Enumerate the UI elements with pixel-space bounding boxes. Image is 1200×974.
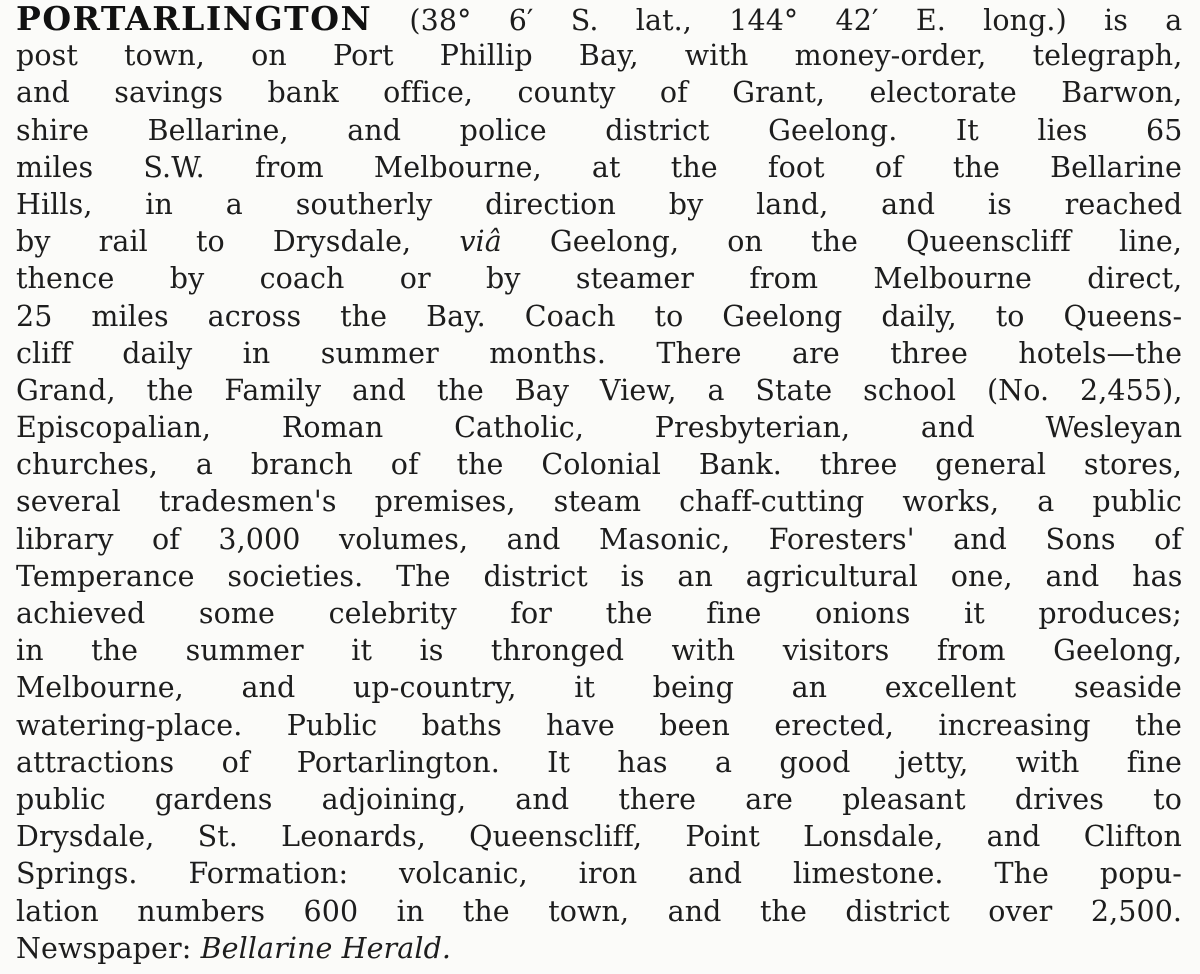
entry-line: in the summer it is thronged with visitors from Geelong,: [16, 634, 1183, 668]
entry-line: achieved some celebrity for the fine onions it produces;: [16, 597, 1182, 630]
entry-line: Temperance societies. The district is an agricultural one, and has: [16, 559, 1183, 593]
line-text: by rail to Drysdale,: [16, 225, 412, 259]
entry-line: Grand, the Family and the Bay View, a State school (No. 2,455),: [16, 373, 1183, 407]
entry-line: Melbourne, and up-country, it being an excellent seaside: [16, 671, 1182, 705]
entry-line: Hills, in a southerly direction by land, and is reached: [16, 187, 1183, 221]
newspaper-line: [16, 930, 1182, 967]
entry-line: several tradesmen's premises, steam chaff-cutting works, a public: [16, 485, 1182, 519]
entry-line: post town, on Port Phillip Bay, with money-order, telegraph,: [16, 39, 1183, 73]
entry-line: miles S.W. from Melbourne, at the foot of the Bellarine: [16, 150, 1182, 184]
coordinates-text: (38° 6′ S. lat., 144° 42′ E. long.) is a: [409, 4, 1183, 37]
newspaper-label: Newspaper:: [16, 931, 192, 965]
entry-line: thence by coach or by steamer from Melbourne direct,: [16, 262, 1183, 296]
entry-line: library of 3,000 volumes, and Masonic, Foresters' and Sons of: [16, 522, 1182, 556]
entry-line: [16, 0, 1182, 37]
entry-line: [16, 223, 1182, 260]
entry-line: Drysdale, St. Leonards, Queenscliff, Point Lonsdale, and Clifton: [16, 820, 1182, 854]
entry-line: churches, a branch of the Colonial Bank. three general stores,: [16, 448, 1182, 482]
entry-line: cliff daily in summer months. There are three hotels—the: [16, 336, 1183, 370]
headword: PORTARLINGTON: [16, 0, 373, 38]
newspaper-title: Bellarine Herald.: [200, 931, 452, 965]
entry-line: attractions of Portarlington. It has a good jetty, with fine: [16, 745, 1182, 779]
entry-line: and savings bank office, county of Grant, electorate Barwon,: [16, 76, 1183, 110]
entry-line: public gardens adjoining, and there are pleasant drives to: [16, 782, 1182, 816]
line-text: Geelong, on the Queenscliff line,: [549, 225, 1182, 259]
entry-line: Springs. Formation: volcanic, iron and limestone. The popu-: [16, 857, 1182, 891]
via-italic: viâ: [459, 225, 502, 259]
entry-line: Episcopalian, Roman Catholic, Presbyterian, and Wesleyan: [16, 411, 1183, 445]
entry-line: 25 miles across the Bay. Coach to Geelong daily, to Queens-: [16, 299, 1183, 333]
gazetteer-entry: [16, 0, 1182, 967]
entry-line: lation numbers 600 in the town, and the district over 2,500.: [16, 894, 1183, 928]
entry-line: shire Bellarine, and police district Geelong. It lies 65: [16, 113, 1183, 147]
entry-line: watering-place. Public baths have been erected, increasing the: [16, 708, 1182, 742]
